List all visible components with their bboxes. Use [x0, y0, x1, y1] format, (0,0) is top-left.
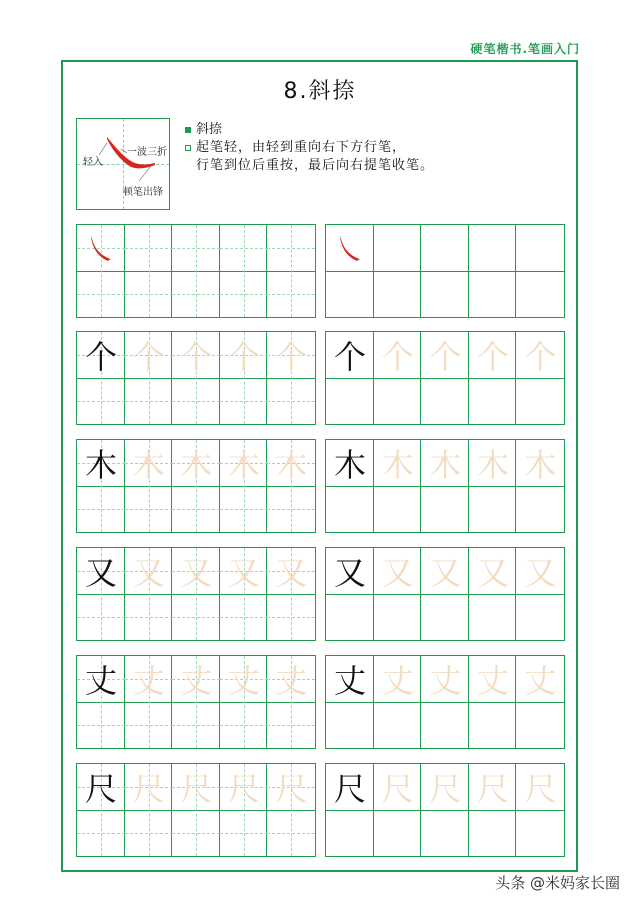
- practice-cell[interactable]: [469, 440, 517, 532]
- trace-character: 尺: [524, 770, 557, 808]
- cell-half: [326, 810, 374, 856]
- practice-cell[interactable]: [220, 548, 268, 640]
- practice-cell[interactable]: [516, 225, 564, 317]
- trace-character: 丈: [476, 662, 509, 700]
- trace-character: 又: [429, 554, 462, 592]
- practice-cell[interactable]: [77, 332, 125, 424]
- trace-character: 又: [227, 554, 260, 592]
- practice-cell[interactable]: [374, 656, 422, 748]
- practice-cell[interactable]: [421, 548, 469, 640]
- cell-half: [326, 378, 374, 424]
- cell-half: [469, 486, 517, 532]
- practice-cell[interactable]: [469, 764, 517, 856]
- practice-cell[interactable]: [220, 764, 268, 856]
- practice-cell[interactable]: [469, 225, 517, 317]
- cell-half: [220, 378, 268, 424]
- practice-cell[interactable]: [421, 764, 469, 856]
- cell-half: [469, 378, 517, 424]
- model-character: 尺: [333, 770, 366, 808]
- cell-half: [77, 486, 125, 532]
- cell-half: [125, 594, 173, 640]
- trace-character: 丈: [132, 662, 165, 700]
- description-line-2: 行笔到位后重按，最后向右提笔收笔。: [196, 158, 435, 173]
- cell-half: [469, 271, 517, 317]
- model-character: 丈: [333, 662, 366, 700]
- trace-character: 木: [275, 446, 308, 484]
- practice-cell[interactable]: [326, 764, 374, 856]
- cell-half: [516, 225, 564, 271]
- practice-cell[interactable]: [267, 548, 315, 640]
- cell-half: [421, 271, 469, 317]
- cell-half: [172, 378, 220, 424]
- practice-grid-right: [325, 655, 565, 749]
- cell-half: [374, 225, 422, 271]
- trace-character: 木: [476, 446, 509, 484]
- trace-character: 木: [381, 446, 414, 484]
- cell-half: [374, 378, 422, 424]
- cell-half: [326, 702, 374, 748]
- trace-character: 个: [429, 338, 462, 376]
- practice-cell[interactable]: [326, 548, 374, 640]
- cell-half: [125, 810, 173, 856]
- model-character: 丈: [84, 662, 117, 700]
- trace-character: 尺: [227, 770, 260, 808]
- trace-character: 又: [524, 554, 557, 592]
- cell-half: [77, 702, 125, 748]
- cell-half: [172, 225, 220, 271]
- cell-half: [516, 378, 564, 424]
- trace-character: 个: [180, 338, 213, 376]
- cell-half: [326, 594, 374, 640]
- cell-half: [374, 810, 422, 856]
- practice-cell[interactable]: [172, 764, 220, 856]
- cell-half: [172, 702, 220, 748]
- cell-half: [220, 271, 268, 317]
- watermark: 头条 @米妈家长圈: [495, 874, 620, 892]
- cell-half: [516, 594, 564, 640]
- practice-cell[interactable]: [326, 656, 374, 748]
- model-character: ㇏: [333, 231, 366, 269]
- practice-cell[interactable]: [267, 440, 315, 532]
- trace-character: 个: [227, 338, 260, 376]
- cell-half: [516, 486, 564, 532]
- cell-half: [469, 594, 517, 640]
- practice-cell[interactable]: [469, 656, 517, 748]
- trace-character: 丈: [381, 662, 414, 700]
- trace-character: 木: [524, 446, 557, 484]
- trace-character: 丈: [524, 662, 557, 700]
- series-title: 硬笔楷书.笔画入门: [470, 42, 580, 56]
- practice-cell[interactable]: [374, 548, 422, 640]
- trace-character: 木: [180, 446, 213, 484]
- cell-half: [172, 810, 220, 856]
- model-character: 木: [84, 446, 117, 484]
- model-character: 木: [333, 446, 366, 484]
- stroke-demo-box: [76, 118, 170, 210]
- practice-cell[interactable]: [516, 332, 564, 424]
- cell-half: [220, 594, 268, 640]
- trace-character: 尺: [132, 770, 165, 808]
- practice-grid-right: [325, 331, 565, 425]
- model-character: 个: [84, 338, 117, 376]
- practice-grid-left: [76, 547, 316, 641]
- cell-half: [172, 594, 220, 640]
- trace-character: 木: [227, 446, 260, 484]
- cell-half: [469, 702, 517, 748]
- practice-cell[interactable]: [421, 225, 469, 317]
- trace-character: 丈: [180, 662, 213, 700]
- cell-half: [374, 271, 422, 317]
- demo-label-end: 顿笔出锋: [123, 187, 163, 198]
- practice-cell[interactable]: [469, 332, 517, 424]
- trace-character: 又: [476, 554, 509, 592]
- practice-cell[interactable]: [125, 332, 173, 424]
- practice-cell[interactable]: [267, 225, 315, 317]
- cell-half: [421, 225, 469, 271]
- cell-half: [220, 810, 268, 856]
- trace-character: 又: [381, 554, 414, 592]
- cell-half: [374, 702, 422, 748]
- trace-character: 尺: [429, 770, 462, 808]
- cell-half: [421, 378, 469, 424]
- cell-half: [172, 271, 220, 317]
- trace-character: 尺: [381, 770, 414, 808]
- practice-cell[interactable]: [172, 440, 220, 532]
- practice-cell[interactable]: [220, 332, 268, 424]
- cell-half: [267, 810, 315, 856]
- trace-character: 个: [524, 338, 557, 376]
- trace-character: 尺: [476, 770, 509, 808]
- trace-character: 丈: [429, 662, 462, 700]
- practice-cell[interactable]: [125, 225, 173, 317]
- cell-half: [267, 271, 315, 317]
- practice-grid-left: [76, 331, 316, 425]
- cell-half: [374, 486, 422, 532]
- cell-half: [267, 225, 315, 271]
- trace-character: 又: [275, 554, 308, 592]
- trace-character: 尺: [275, 770, 308, 808]
- practice-cell[interactable]: [374, 225, 422, 317]
- description-heading-text: 斜捺: [196, 122, 223, 137]
- cell-half: [516, 810, 564, 856]
- practice-cell[interactable]: [77, 440, 125, 532]
- practice-grid-right: [325, 547, 565, 641]
- trace-character: 丈: [275, 662, 308, 700]
- practice-cell[interactable]: [125, 440, 173, 532]
- practice-cell[interactable]: [421, 440, 469, 532]
- cell-half: [77, 594, 125, 640]
- demo-label-wave: 一波三折: [127, 147, 167, 158]
- cell-half: [77, 378, 125, 424]
- practice-cell[interactable]: [516, 656, 564, 748]
- practice-cell[interactable]: [125, 656, 173, 748]
- model-character: 又: [333, 554, 366, 592]
- cell-half: [172, 486, 220, 532]
- cell-half: [125, 378, 173, 424]
- trace-character: 个: [132, 338, 165, 376]
- practice-grid-left: [76, 763, 316, 857]
- trace-character: 木: [132, 446, 165, 484]
- practice-cell[interactable]: [326, 332, 374, 424]
- filled-square-icon: [185, 127, 191, 133]
- cell-half: [326, 271, 374, 317]
- practice-cell[interactable]: [267, 764, 315, 856]
- model-character: 尺: [84, 770, 117, 808]
- practice-grid-left: [76, 224, 316, 318]
- trace-character: 尺: [180, 770, 213, 808]
- practice-cell[interactable]: [77, 225, 125, 317]
- practice-grid-right: [325, 224, 565, 318]
- cell-half: [125, 702, 173, 748]
- cell-half: [267, 594, 315, 640]
- model-character: 又: [84, 554, 117, 592]
- cell-half: [125, 271, 173, 317]
- cell-half: [516, 702, 564, 748]
- practice-cell[interactable]: [421, 332, 469, 424]
- cell-half: [77, 271, 125, 317]
- practice-cell[interactable]: [421, 656, 469, 748]
- practice-cell[interactable]: [516, 440, 564, 532]
- practice-cell[interactable]: [267, 656, 315, 748]
- cell-half: [220, 486, 268, 532]
- cell-half: [267, 486, 315, 532]
- demo-label-start: 轻入: [83, 157, 103, 168]
- practice-cell[interactable]: [326, 440, 374, 532]
- practice-cell[interactable]: [516, 548, 564, 640]
- cell-half: [421, 486, 469, 532]
- cell-half: [374, 594, 422, 640]
- trace-character: 又: [180, 554, 213, 592]
- cell-half: [77, 810, 125, 856]
- cell-half: [220, 225, 268, 271]
- cell-half: [267, 702, 315, 748]
- model-character: ㇏: [84, 231, 117, 269]
- practice-cell[interactable]: [77, 764, 125, 856]
- trace-character: 个: [476, 338, 509, 376]
- practice-cell[interactable]: [516, 764, 564, 856]
- description-heading: [185, 121, 434, 139]
- stroke-description: [185, 121, 434, 175]
- practice-grid-left: [76, 655, 316, 749]
- trace-character: 丈: [227, 662, 260, 700]
- cell-half: [267, 378, 315, 424]
- practice-grid-right: [325, 439, 565, 533]
- practice-grid-right: [325, 763, 565, 857]
- practice-cell[interactable]: [469, 548, 517, 640]
- cell-half: [125, 225, 173, 271]
- trace-character: 又: [132, 554, 165, 592]
- practice-cell[interactable]: [172, 332, 220, 424]
- open-square-icon: [185, 145, 191, 151]
- description-line-1: [185, 139, 434, 157]
- trace-character: 个: [381, 338, 414, 376]
- trace-character: 个: [275, 338, 308, 376]
- cell-half: [421, 810, 469, 856]
- practice-cell[interactable]: [267, 332, 315, 424]
- cell-half: [421, 702, 469, 748]
- model-character: 个: [333, 338, 366, 376]
- practice-cell[interactable]: [374, 440, 422, 532]
- cell-half: [421, 594, 469, 640]
- cell-half: [469, 225, 517, 271]
- trace-character: 木: [429, 446, 462, 484]
- description-line-1-text: 起笔轻，由轻到重向右下方行笔，: [196, 140, 407, 155]
- practice-cell[interactable]: [220, 440, 268, 532]
- cell-half: [220, 702, 268, 748]
- cell-half: [326, 486, 374, 532]
- practice-cell[interactable]: [172, 548, 220, 640]
- practice-cell[interactable]: [326, 225, 374, 317]
- practice-cell[interactable]: [172, 225, 220, 317]
- practice-cell[interactable]: [220, 225, 268, 317]
- practice-cell[interactable]: [374, 332, 422, 424]
- practice-cell[interactable]: [77, 548, 125, 640]
- practice-cell[interactable]: [125, 548, 173, 640]
- practice-cell[interactable]: [374, 764, 422, 856]
- cell-half: [125, 486, 173, 532]
- cell-half: [469, 810, 517, 856]
- practice-cell[interactable]: [125, 764, 173, 856]
- practice-cell[interactable]: [220, 656, 268, 748]
- lesson-title: 8.斜捺: [283, 79, 357, 104]
- practice-grid-left: [76, 439, 316, 533]
- practice-cell[interactable]: [172, 656, 220, 748]
- practice-cell[interactable]: [77, 656, 125, 748]
- cell-half: [516, 271, 564, 317]
